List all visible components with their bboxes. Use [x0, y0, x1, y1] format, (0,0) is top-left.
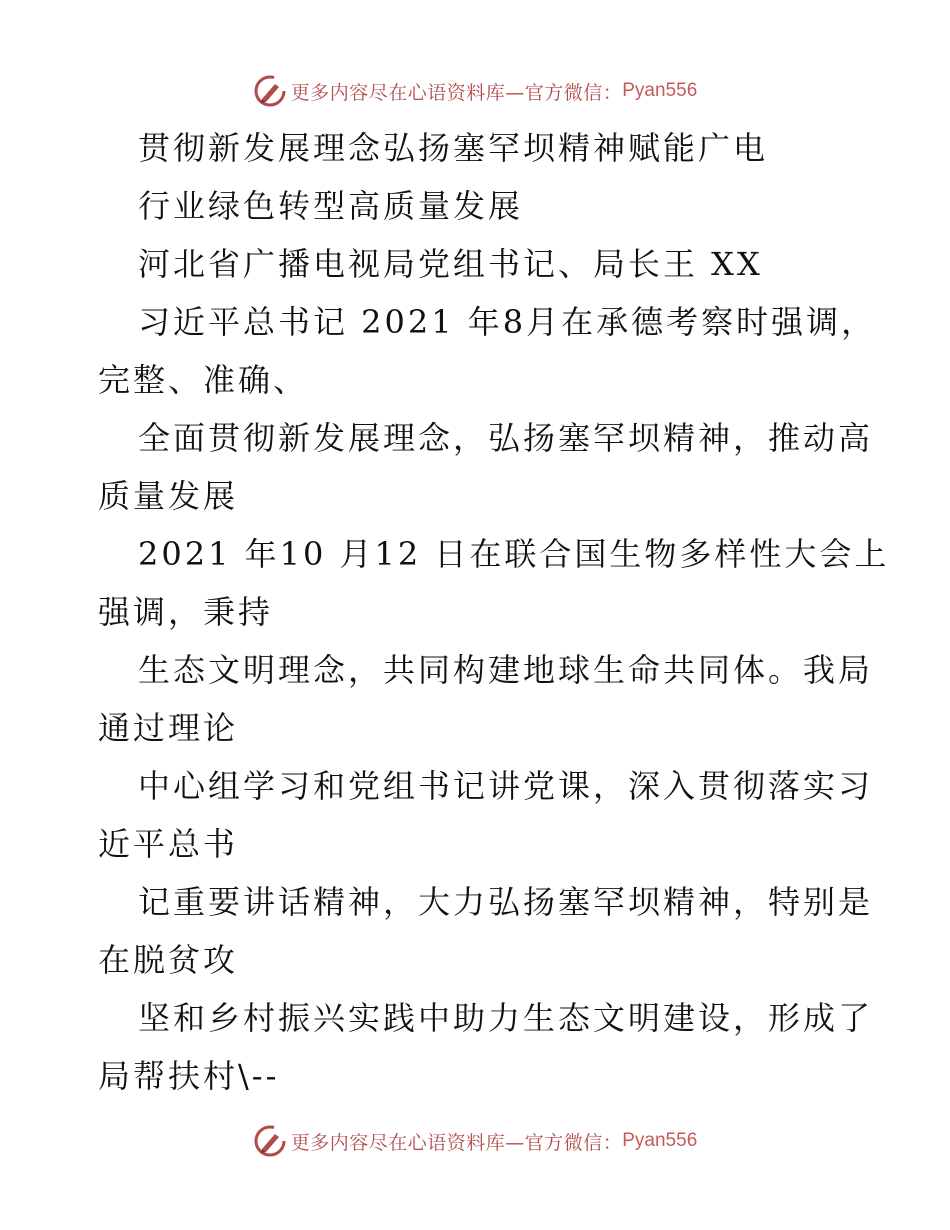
paragraph-line: 通过理论: [98, 709, 239, 747]
paragraph-line: 局帮扶村\--: [98, 1057, 280, 1095]
watermark-site-text: 更多内容尽在心语资料库: [290, 81, 506, 104]
paragraph-line: 质量发展: [98, 477, 239, 515]
paragraph-line: 完整、准确、: [98, 361, 309, 399]
pen-logo-icon: [253, 1124, 287, 1158]
paragraph-line: 强调，秉持: [98, 593, 274, 631]
document-author-line: 河北省广播电视局党组书记、局长王 XX: [138, 245, 763, 283]
paragraph-line: 近平总书: [98, 825, 239, 863]
watermark-wechat-id: Pyan556: [622, 80, 698, 101]
paragraph-line: 在脱贫攻: [98, 941, 239, 979]
paragraph-line: 中心组学习和党组书记讲党课，深入贯彻落实习: [138, 767, 874, 805]
paragraph-line: 坚和乡村振兴实践中助力生态文明建设，形成了: [138, 999, 874, 1037]
watermark-banner-top: [0, 71, 950, 111]
watermark-separator: —官方微信：: [505, 81, 623, 104]
paragraph-line: 全面贯彻新发展理念，弘扬塞罕坝精神，推动高: [138, 419, 874, 457]
document-title-line-1: 贯彻新发展理念弘扬塞罕坝精神赋能广电: [138, 129, 769, 167]
paragraph-line: 记重要讲话精神，大力弘扬塞罕坝精神，特别是: [138, 883, 874, 921]
document-title-line-2: 行业绿色转型高质量发展: [138, 187, 524, 225]
paragraph-line: 生态文明理念，共同构建地球生命共同体。我局: [138, 651, 874, 689]
watermark-separator: —官方微信：: [505, 1131, 623, 1154]
watermark-wechat-id: Pyan556: [622, 1130, 698, 1151]
watermark-banner-bottom: [0, 1121, 950, 1161]
watermark-site-text: 更多内容尽在心语资料库: [290, 1131, 506, 1154]
paragraph-line: 习近平总书记 2021 年8月在承德考察时强调，: [138, 303, 877, 341]
pen-logo-icon: [253, 74, 287, 108]
paragraph-line: 2021 年10 月12 日在联合国生物多样性大会上: [138, 535, 890, 573]
